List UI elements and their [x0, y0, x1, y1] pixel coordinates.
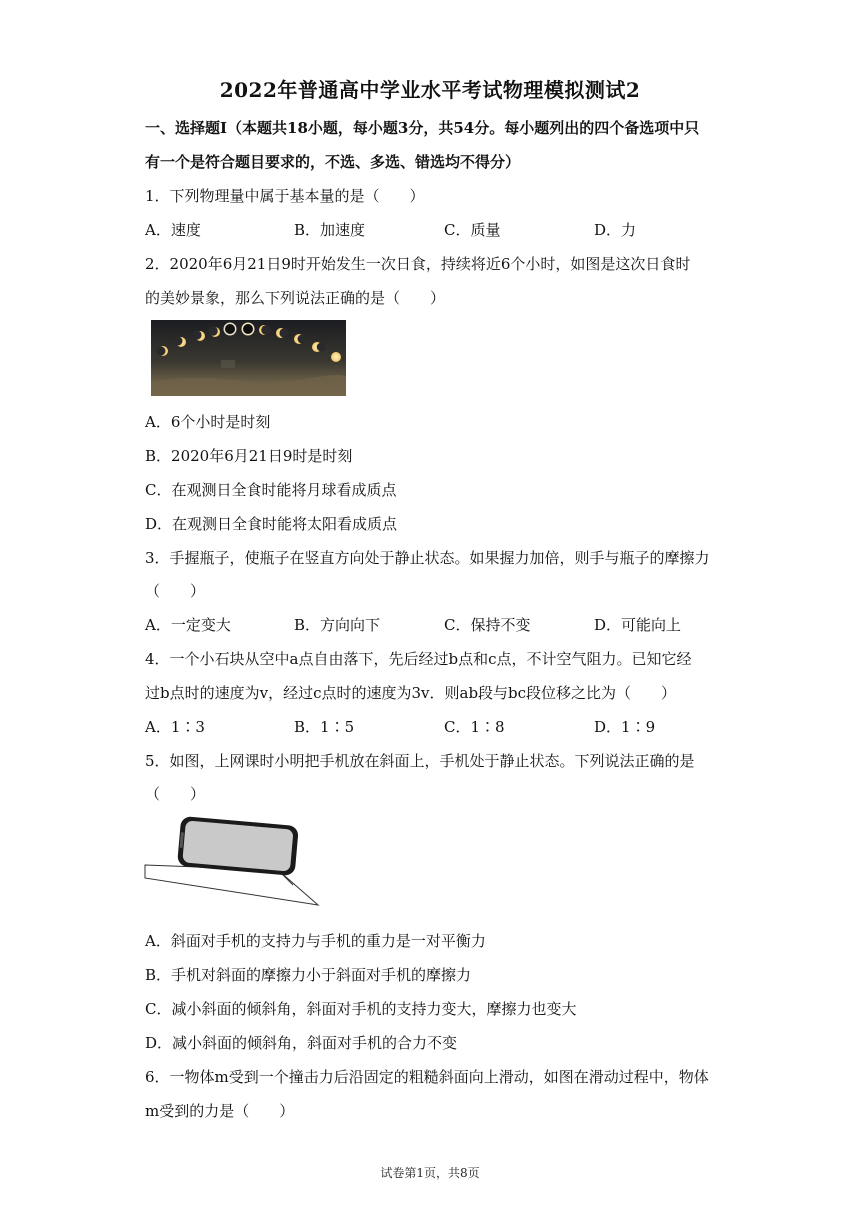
q3-option-a: A．一定变大 [145, 616, 231, 634]
section-heading-line1: 一、选择题Ⅰ（本题共18小题，每小题3分，共54分。每小题列出的四个备选项中只 [145, 119, 700, 137]
q5-option-b: B．手机对斜面的摩擦力小于斜面对手机的摩擦力 [145, 966, 472, 984]
q5-option-d: D．减小斜面的倾斜角，斜面对手机的合力不变 [145, 1034, 458, 1052]
q1-option-b: B．加速度 [294, 221, 366, 239]
solar-eclipse-image [151, 320, 346, 396]
q5-option-a: A．斜面对手机的支持力与手机的重力是一对平衡力 [145, 932, 486, 950]
q5-stem-line2: （ ） [145, 785, 206, 803]
q3-option-c: C．保持不变 [444, 616, 531, 634]
q2-option-b: B．2020年6月21日9时是时刻 [145, 447, 353, 465]
exam-title: 2022年普通高中学业水平考试物理模拟测试2 [219, 78, 641, 102]
q2-stem-line2: 的美妙景象，那么下列说法正确的是（ ） [145, 289, 446, 307]
phone-on-incline-diagram [143, 815, 321, 915]
q4-option-c: C．1∶8 [444, 718, 505, 736]
q4-option-a: A．1∶3 [145, 718, 205, 736]
q2-option-a: A．6个小时是时刻 [145, 413, 271, 431]
q3-option-b: B．方向向下 [294, 616, 381, 634]
q3-option-d: D．可能向上 [594, 616, 682, 634]
q5-option-c: C．减小斜面的倾斜角，斜面对手机的支持力变大，摩擦力也变大 [145, 1000, 577, 1018]
q2-option-d: D．在观测日全食时能将太阳看成质点 [145, 515, 398, 533]
q2-option-c: C．在观测日全食时能将月球看成质点 [145, 481, 397, 499]
q6-stem-line2: m受到的力是（ ） [145, 1102, 295, 1120]
q1-option-d: D．力 [594, 221, 637, 239]
q4-stem-line1: 4．一个小石块从空中a点自由落下，先后经过b点和c点，不计空气阻力。已知它经 [145, 650, 692, 668]
page-footer: 试卷第1页，共8页 [380, 1166, 480, 1180]
q4-option-b: B．1∶5 [294, 718, 355, 736]
q3-stem-line2: （ ） [145, 582, 206, 600]
q1-option-c: C．质量 [444, 221, 501, 239]
q6-stem-line1: 6．一物体m受到一个撞击力后沿固定的粗糙斜面向上滑动，如图在滑动过程中，物体 [145, 1068, 709, 1086]
q1-option-a: A．速度 [145, 221, 201, 239]
q1-stem: 1．下列物理量中属于基本量的是（ ） [145, 187, 425, 205]
q4-option-d: D．1∶9 [594, 718, 656, 736]
q3-stem-line1: 3．手握瓶子，使瓶子在竖直方向处于静止状态。如果握力加倍，则手与瓶子的摩擦力 [145, 549, 710, 567]
section-heading-line2: 有一个是符合题目要求的，不选、多选、错选均不得分） [145, 153, 521, 171]
q4-stem-line2: 过b点时的速度为v，经过c点时的速度为3v．则ab段与bc段位移之比为（ ） [145, 684, 677, 702]
q5-stem-line1: 5．如图，上网课时小明把手机放在斜面上，手机处于静止状态。下列说法正确的是 [145, 752, 695, 770]
q2-stem-line1: 2．2020年6月21日9时开始发生一次日食，持续将近6个小时，如图是这次日食时 [145, 255, 691, 273]
